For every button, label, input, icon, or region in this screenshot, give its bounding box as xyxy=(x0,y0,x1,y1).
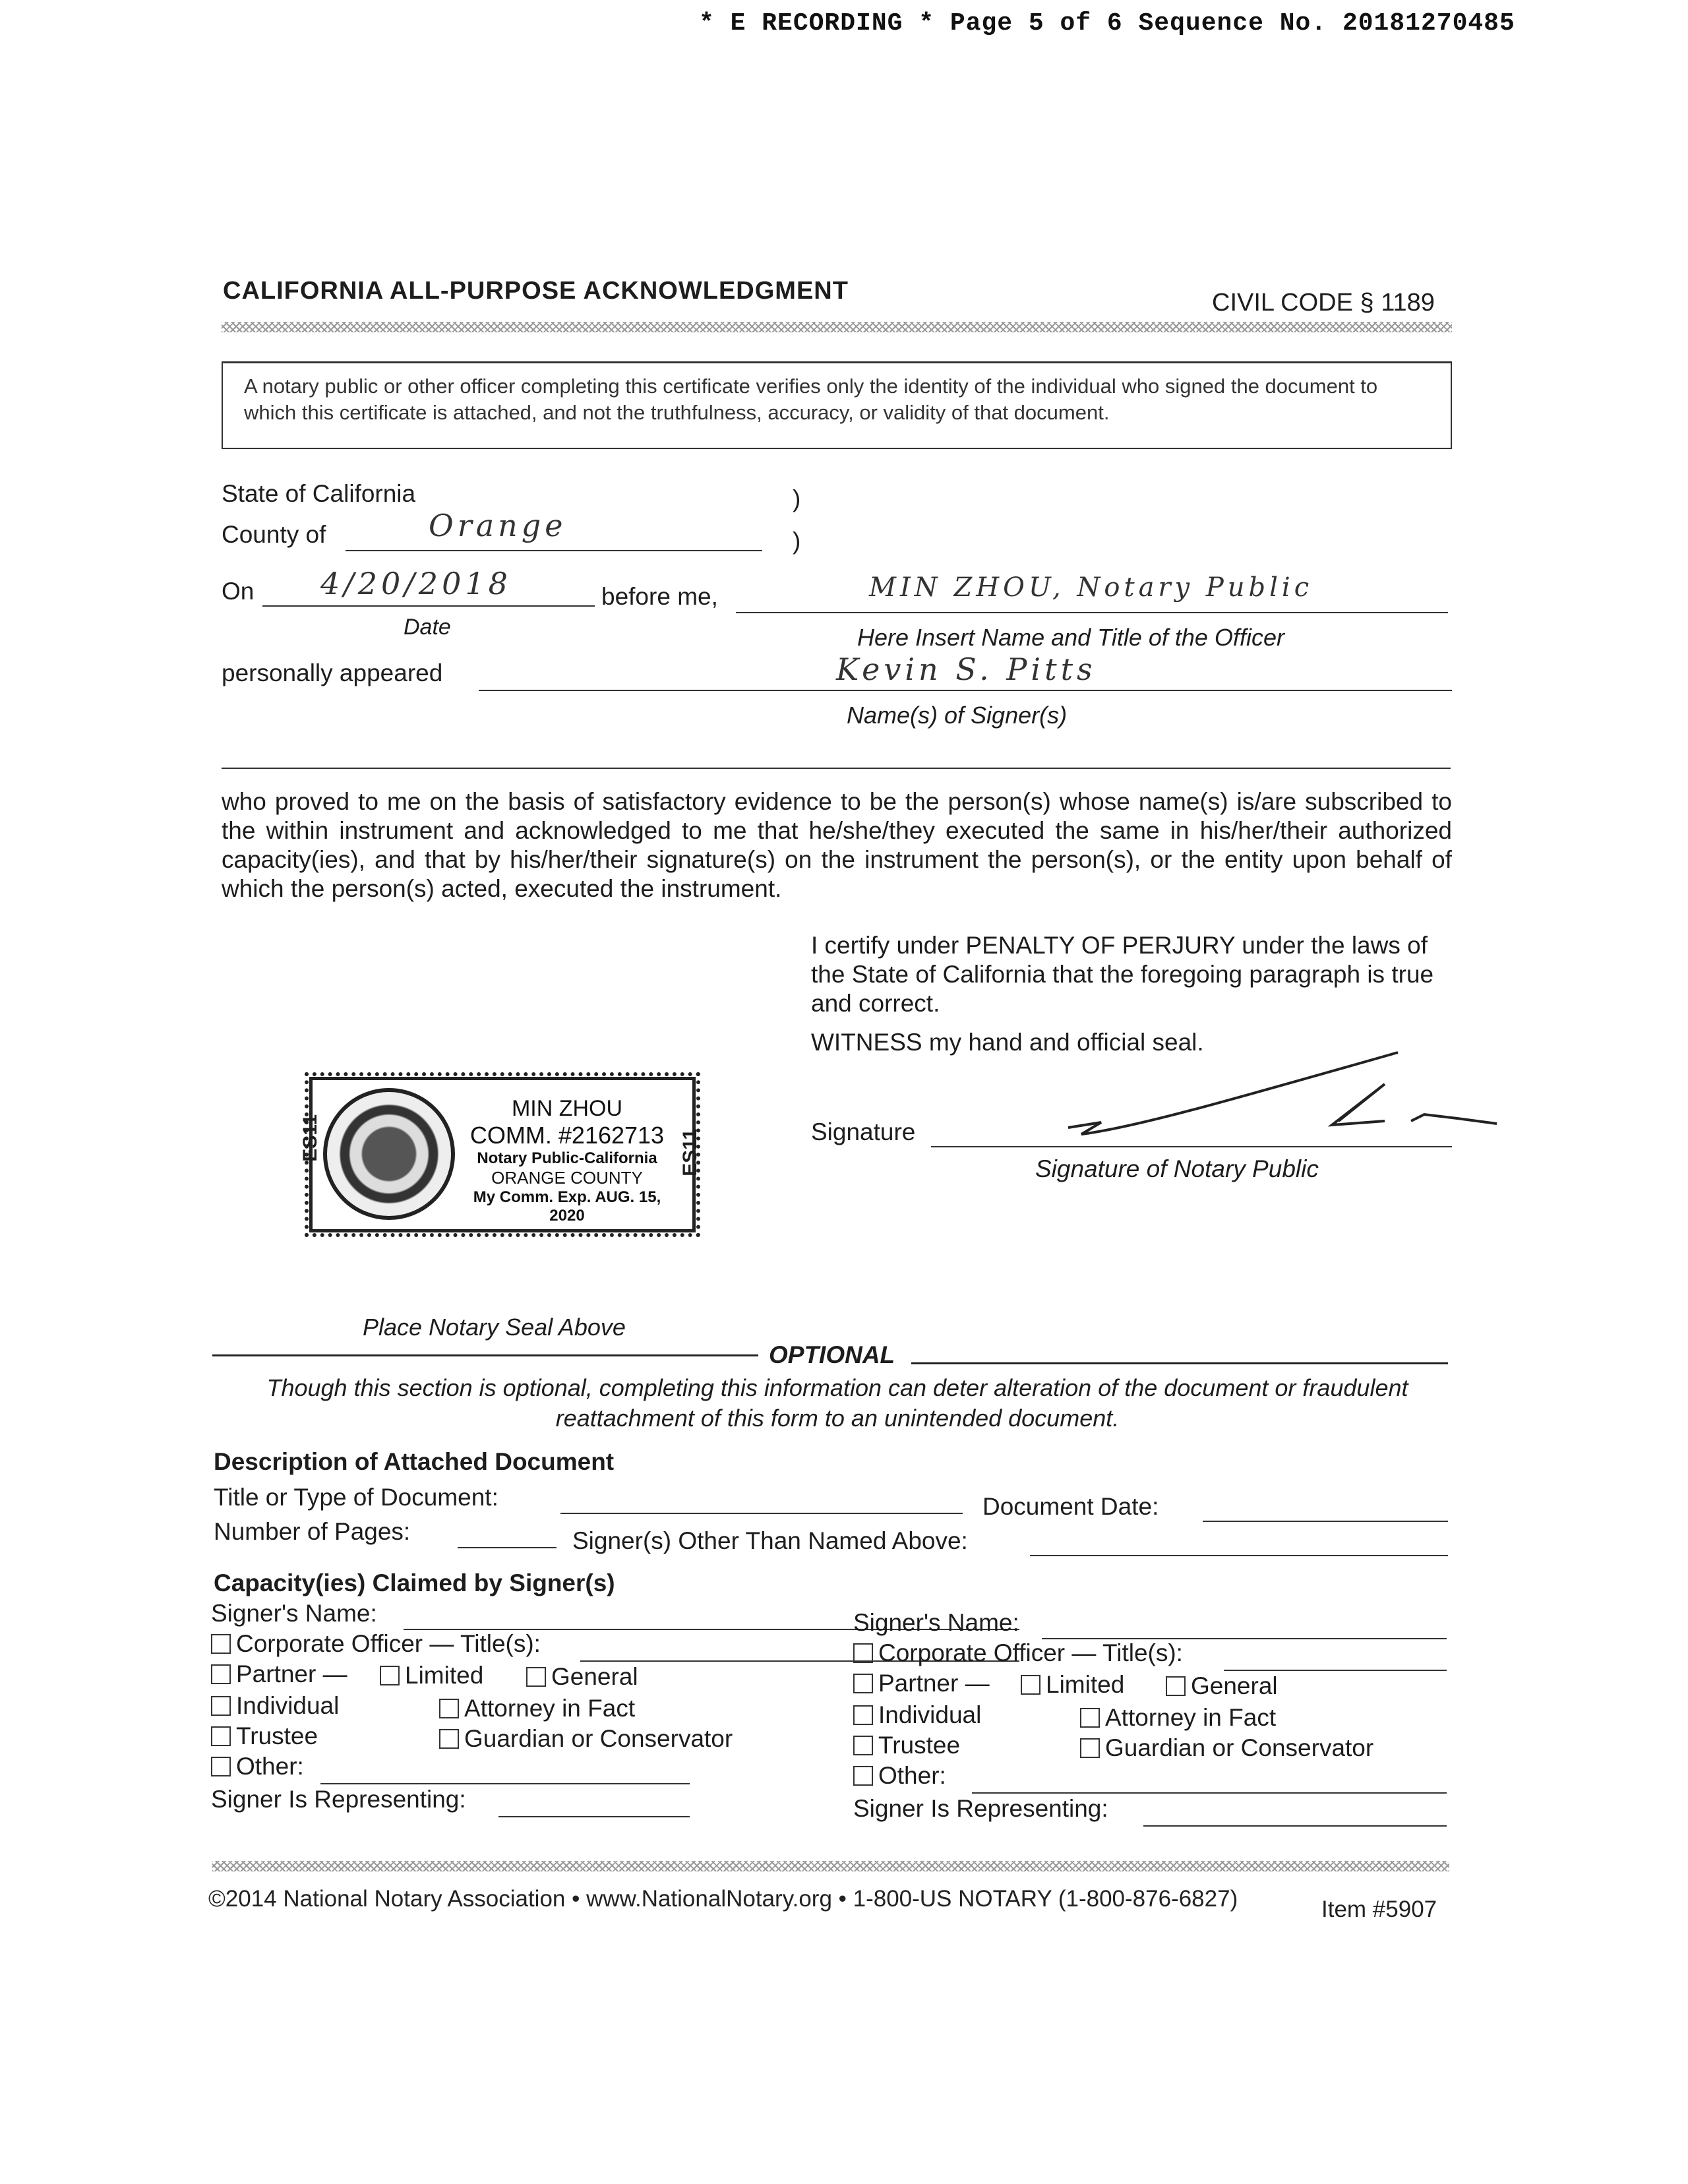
general-label: General xyxy=(551,1663,638,1690)
pages-label: Number of Pages: xyxy=(214,1518,411,1545)
corporate-officer-label: Corporate Officer — Title(s): xyxy=(878,1639,1183,1666)
officer-line xyxy=(736,612,1448,613)
stamp-side-code-right: ES11 xyxy=(679,1129,701,1176)
doc-date-label: Document Date: xyxy=(982,1493,1159,1520)
partner-label: Partner — xyxy=(236,1660,347,1687)
checkbox[interactable] xyxy=(211,1696,231,1716)
signer-line-2 xyxy=(222,768,1451,769)
county-label: County of xyxy=(222,521,326,548)
individual-option[interactable] xyxy=(853,1701,981,1729)
officer-value: MIN ZHOU, Notary Public xyxy=(869,572,1313,603)
stamp-caption: Place Notary Seal Above xyxy=(363,1314,626,1341)
signer-line xyxy=(479,690,1452,691)
date-value: 4/20/2018 xyxy=(320,566,512,601)
venue-paren-1: ) xyxy=(793,485,801,512)
title-line xyxy=(1224,1670,1447,1671)
date-line xyxy=(262,605,595,607)
partner-option[interactable] xyxy=(211,1660,347,1688)
guardian-option[interactable] xyxy=(439,1725,733,1753)
attorney-option[interactable] xyxy=(439,1695,635,1722)
limited-option[interactable] xyxy=(380,1662,483,1689)
representing-label: Signer Is Representing: xyxy=(211,1786,466,1813)
attorney-label: Attorney in Fact xyxy=(1105,1704,1277,1731)
personally-appeared-label: personally appeared xyxy=(222,659,443,686)
trustee-option[interactable] xyxy=(853,1732,960,1759)
doc-title-line xyxy=(560,1513,963,1514)
other-signers-label: Signer(s) Other Than Named Above: xyxy=(572,1527,968,1554)
footer-item: Item #5907 xyxy=(1321,1896,1437,1922)
signature-label: Signature xyxy=(811,1118,916,1145)
checkbox[interactable] xyxy=(853,1736,873,1755)
optional-rule-right xyxy=(911,1362,1448,1364)
individual-option[interactable] xyxy=(211,1692,339,1720)
general-option[interactable] xyxy=(526,1663,638,1691)
before-me-label: before me, xyxy=(601,583,718,610)
hatch-divider xyxy=(222,322,1452,332)
date-caption: Date xyxy=(404,615,451,640)
trustee-option[interactable] xyxy=(211,1722,318,1750)
general-label: General xyxy=(1191,1672,1278,1699)
representing-line xyxy=(498,1816,690,1817)
corporate-officer-option[interactable] xyxy=(211,1630,541,1658)
checkbox[interactable] xyxy=(853,1674,873,1693)
checkbox[interactable] xyxy=(1080,1738,1100,1758)
other-option[interactable] xyxy=(853,1762,946,1790)
signer-name-label: Signer's Name: xyxy=(211,1600,377,1627)
signer-name-label: Signer's Name: xyxy=(853,1609,1019,1636)
representing-line xyxy=(1143,1825,1447,1827)
officer-caption: Here Insert Name and Title of the Officer xyxy=(857,624,1284,651)
state-seal xyxy=(323,1088,455,1220)
other-label: Other: xyxy=(236,1753,304,1780)
checkbox[interactable] xyxy=(853,1643,873,1663)
checkbox[interactable] xyxy=(1166,1676,1186,1696)
stamp-side-code-left: ES11 xyxy=(299,1114,321,1162)
general-option[interactable] xyxy=(1166,1672,1278,1700)
guardian-option[interactable] xyxy=(1080,1734,1373,1762)
trustee-label: Trustee xyxy=(878,1732,961,1759)
stamp-county: ORANGE COUNTY xyxy=(491,1168,643,1188)
checkbox[interactable] xyxy=(211,1726,231,1746)
individual-label: Individual xyxy=(878,1701,982,1728)
pages-line xyxy=(458,1547,557,1548)
hatch-divider-bottom xyxy=(212,1861,1449,1871)
form-title: CALIFORNIA ALL-PURPOSE ACKNOWLEDGMENT xyxy=(223,277,849,305)
description-heading: Description of Attached Document xyxy=(214,1448,615,1475)
stamp-expiration: My Comm. Exp. AUG. 15, 2020 xyxy=(473,1188,661,1225)
checkbox[interactable] xyxy=(380,1666,400,1685)
state-label: State of California xyxy=(222,480,416,507)
partner-option[interactable] xyxy=(853,1670,990,1697)
guardian-label: Guardian or Conservator xyxy=(1105,1734,1374,1761)
recording-header: * E RECORDING * Page 5 of 6 Sequence No. 20181270485 xyxy=(699,9,1515,38)
footer-copyright: ©2014 National Notary Association • www.NationalNotary.org • 1-800-US NOTARY (1-800-876-6827) xyxy=(208,1886,1238,1912)
doc-date-line xyxy=(1203,1521,1448,1522)
on-label: On xyxy=(222,578,255,605)
capacity-heading: Capacity(ies) Claimed by Signer(s) xyxy=(214,1569,615,1596)
other-signers-line xyxy=(1030,1555,1448,1556)
checkbox[interactable] xyxy=(439,1699,459,1718)
corporate-officer-label: Corporate Officer — Title(s): xyxy=(236,1630,541,1657)
county-value: Orange xyxy=(429,508,567,543)
checkbox[interactable] xyxy=(211,1634,231,1654)
checkbox[interactable] xyxy=(211,1757,231,1776)
corporate-officer-option[interactable] xyxy=(853,1639,1183,1667)
witness-statement: WITNESS my hand and official seal. xyxy=(811,1029,1204,1056)
signature-caption: Signature of Notary Public xyxy=(1035,1155,1319,1182)
checkbox[interactable] xyxy=(211,1664,231,1684)
checkbox[interactable] xyxy=(1080,1708,1100,1728)
limited-label: Limited xyxy=(1046,1671,1125,1698)
other-line xyxy=(320,1783,690,1784)
venue-paren-2: ) xyxy=(793,528,801,555)
stamp-title: Notary Public-California xyxy=(477,1149,657,1167)
notary-signature xyxy=(1055,1048,1503,1154)
checkbox[interactable] xyxy=(526,1667,546,1687)
guardian-label: Guardian or Conservator xyxy=(464,1725,733,1752)
signer-caption: Name(s) of Signer(s) xyxy=(847,702,1068,729)
attorney-option[interactable] xyxy=(1080,1704,1276,1732)
optional-rule-left xyxy=(212,1354,758,1356)
signer-value: Kevin S. Pitts xyxy=(836,652,1097,687)
stamp-commission: COMM. #2162713 xyxy=(469,1122,665,1149)
attorney-label: Attorney in Fact xyxy=(464,1695,636,1722)
checkbox[interactable] xyxy=(439,1729,459,1749)
stamp-name: MIN ZHOU xyxy=(511,1096,623,1121)
limited-label: Limited xyxy=(405,1662,484,1689)
other-option[interactable] xyxy=(211,1753,304,1780)
county-line xyxy=(346,550,762,551)
stamp-text xyxy=(455,1096,679,1225)
notice-text: A notary public or other officer completing this certificate verifies only the identity of the individual who signed the document to which this certificate is attached, and not the truthfulness, accuracy, or validity of that document. xyxy=(244,375,1378,424)
checkbox[interactable] xyxy=(1021,1675,1040,1695)
other-line xyxy=(972,1792,1447,1794)
checkbox[interactable] xyxy=(853,1766,873,1786)
limited-option[interactable] xyxy=(1021,1671,1124,1699)
optional-note: Though this section is optional, completing this information can deter alteration of the document or fraudulent reattachment of this form to an unintended document. xyxy=(266,1374,1408,1432)
representing-label: Signer Is Representing: xyxy=(853,1795,1108,1822)
checkbox[interactable] xyxy=(853,1705,873,1725)
perjury-statement: I certify under PENALTY OF PERJURY under the laws of the State of California that the foregoing paragraph is true and correct. xyxy=(811,932,1434,1017)
trustee-label: Trustee xyxy=(236,1722,318,1749)
partner-label: Partner — xyxy=(878,1670,990,1697)
acknowledgment-paragraph: who proved to me on the basis of satisfactory evidence to be the person(s) whose name(s) is/are subscribed to the within instrument and acknowledged to me that he/she/they executed the same in his/her/their authorized capacity(ies), and that by his/her/their signature(s) on the instrument the person(s), or the entity upon behalf of which the person(s) acted, executed the instrument. xyxy=(222,788,1452,902)
civil-code: CIVIL CODE § 1189 xyxy=(1212,289,1435,317)
doc-title-label: Title or Type of Document: xyxy=(214,1484,498,1511)
other-label: Other: xyxy=(878,1762,946,1789)
optional-heading: OPTIONAL xyxy=(769,1341,895,1368)
individual-label: Individual xyxy=(236,1692,340,1719)
